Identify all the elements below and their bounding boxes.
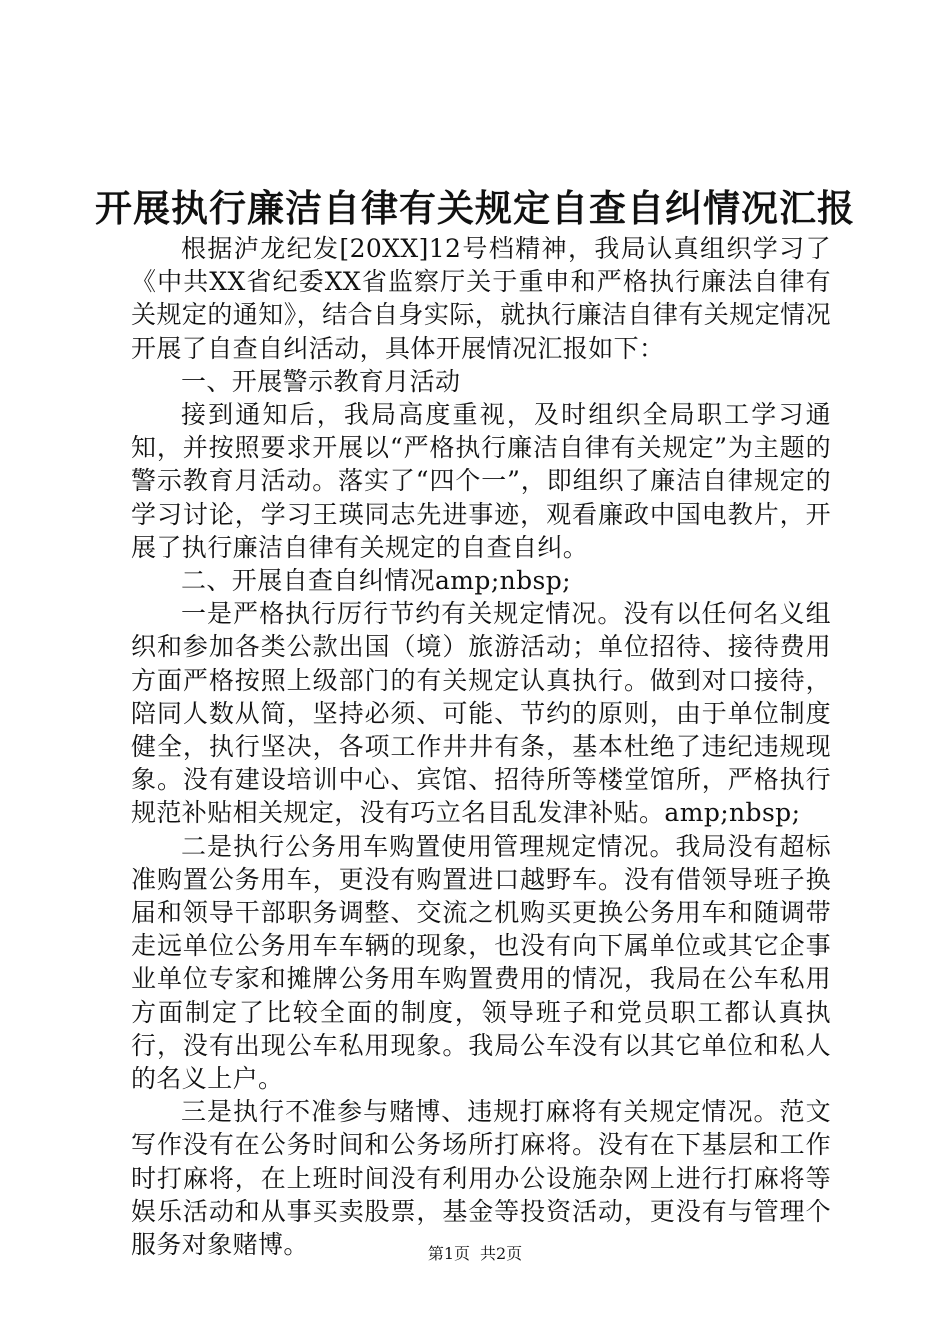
paragraph-item-3: 三是执行不准参与赌博、违规打麻将有关规定情况。范文写作没有在公务时间和公务场所打麻将。没有在下基层和工作时打麻将，在上班时间没有利用办公设施杂网上进行打麻将等娱乐活动和从事买卖股票，基金等投资活动，更没有与管理个服务对象赌博。	[131, 1097, 831, 1260]
document-body	[131, 232, 831, 1261]
paragraph-section-1: 接到通知后，我局高度重视，及时组织全局职工学习通知，并按照要求开展以“严格执行廉洁自律有关规定”为主题的警示教育月活动。落实了“四个一”，即组织了廉洁自律规定的学习讨论，学习王瑛同志先进事迹，观看廉政中国电教片，开展了执行廉洁自律有关规定的自查自纠。	[131, 400, 831, 562]
section-heading-1: 一、开展警示教育月活动	[181, 366, 461, 396]
paragraph-intro: 根据泸龙纪发[20XX]12号档精神，我局认真组织学习了《中共XX省纪委XX省监察厅关于重申和严格执行廉法自律有关规定的通知》，结合自身实际，就执行廉洁自律有关规定情况开展了自查自纠活动，具体开展情况汇报如下：	[131, 234, 831, 363]
paragraph-item-1: 一是严格执行厉行节约有关规定情况。没有以任何名义组织和参加各类公款出国（境）旅游活动；单位招待、接待费用方面严格按照上级部门的有关规定认真执行。做到对口接待，陪同人数从简，坚持必须、可能、节约的原则，由于单位制度健全，执行坚决，各项工作井井有条，基本杜绝了违纪违规现象。没有建设培训中心、宾馆、招待所等楼堂馆所，严格执行规范补贴相关规定，没有巧立名目乱发津补贴。amp;nbsp;	[131, 599, 831, 828]
page-footer	[0, 1243, 950, 1265]
page-total: 共2页	[480, 1244, 523, 1263]
paragraph-item-2: 二是执行公务用车购置使用管理规定情况。我局没有超标准购置公务用车，更没有购置进口越野车。没有借领导班子换届和领导干部职务调整、交流之机购买更换公务用车和随调带走远单位公务用车车辆的现象，也没有向下属单位或其它企事业单位专家和摊牌公务用车购置费用的情况，我局在公车私用方面制定了比较全面的制度，领导班子和党员职工都认真执行，没有出现公车私用现象。我局公车没有以其它单位和私人的名义上户。	[131, 831, 831, 1094]
document-title: 开展执行廉洁自律有关规定自查自纠情况汇报	[95, 186, 855, 230]
section-heading-2: 二、开展自查自纠情况amp;nbsp;	[181, 566, 571, 596]
page-number: 第1页	[427, 1244, 470, 1263]
